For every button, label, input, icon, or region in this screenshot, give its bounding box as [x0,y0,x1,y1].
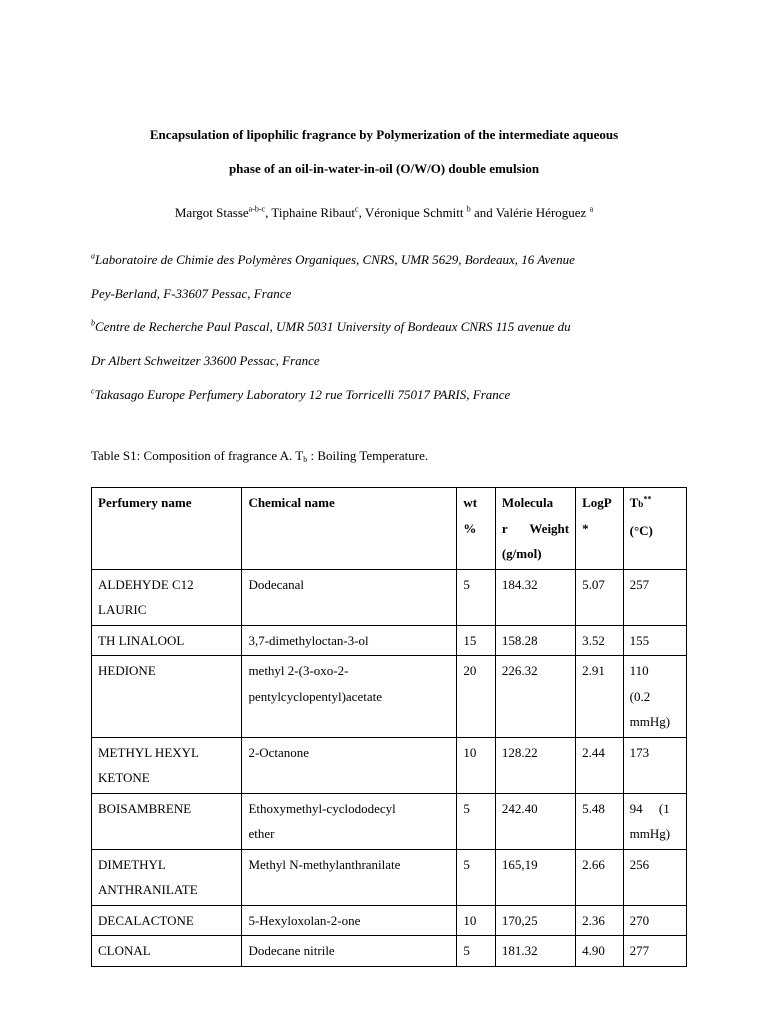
cell-line: Methyl N-methylanthranilate [248,856,401,872]
cell-perfumery-name [92,793,242,849]
cell-logp: 4.90 [576,936,624,967]
table-row [92,569,687,625]
header-subscript: b [638,499,644,509]
cell-line: BOISAMBRENE [98,800,192,816]
author-affiliation-mark: c [355,204,359,214]
table-row [92,656,687,738]
cell-boiling-temperature [623,656,686,738]
cell-line: LAURIC [98,602,147,617]
cell-perfumery-name [92,569,242,625]
cell-weight-percent: 20 [457,656,495,738]
caption-subscript: b [303,455,308,464]
cell-boiling-temperature [623,793,686,849]
table-row [92,849,687,905]
author-name: Valérie Héroguez [495,205,587,220]
author-list [60,205,708,221]
cell-line: 3,7-dimethyloctan-3-ol [248,632,369,648]
cell-logp: 5.48 [576,793,624,849]
cell-line: pentylcyclopentyl)acetate [248,688,382,704]
cell-perfumery-name [92,656,242,738]
author-affiliation-mark: a-b-c [248,204,266,214]
author-affiliation-mark: a [589,204,594,214]
cell-molecular-weight: 165,19 [495,849,575,905]
header-line: LogP [582,495,612,510]
cell-weight-percent: 5 [457,849,495,905]
cell-line: TH LINALOOL [98,632,185,648]
cell-line: HEDIONE [98,663,156,678]
header-line [502,516,569,542]
table-body [92,569,687,966]
affiliation-a-continued: Pey-Berland, F-33607 Pessac, France [91,286,292,301]
header-line: (°C) [629,522,653,538]
caption-text-end: : Boiling Temperature. [307,448,429,463]
cell-chemical-name [242,849,457,905]
affiliation-a [91,252,575,268]
table-row [92,936,687,967]
author-affiliation-mark: b [466,204,471,214]
cell-logp: 2.66 [576,849,624,905]
cell-logp: 3.52 [576,625,624,656]
affiliation-mark: a [91,251,95,261]
composition-table [91,487,687,967]
cell-chemical-name [242,737,457,793]
header-line: % [463,520,477,536]
header-logp [576,488,624,570]
cell-line: DIMETHYL [98,856,166,872]
table-caption [91,448,428,466]
cell-molecular-weight: 226.32 [495,656,575,738]
cell-line: ether [248,826,275,841]
cell-boiling-temperature [623,936,686,967]
header-weight-percent [457,488,495,570]
cell-chemical-name [242,936,457,967]
cell-boiling-temperature [623,849,686,905]
cell-line: Ethoxymethyl-cyclododecyl [248,800,396,816]
cell-line: 5-Hexyloxolan-2-one [248,912,361,928]
header-molecular-weight [495,488,575,570]
affiliation-b [91,319,571,335]
author-separator: and [470,205,496,220]
cell-line: DECALACTONE [98,912,194,928]
cell-chemical-name [242,569,457,625]
cell-weight-percent: 10 [457,737,495,793]
cell-line: 173 [629,744,650,760]
cell-molecular-weight: 181.32 [495,936,575,967]
header-line [630,490,680,518]
header-chemical-name: Chemical name [242,488,457,570]
cell-line: Dodecane nitrile [248,943,335,958]
cell-line: 110 [629,663,649,678]
affiliation-b-continued: Dr Albert Schweitzer 33600 Pessac, France [91,353,320,368]
cell-logp: 2.91 [576,656,624,738]
cell-boiling-temperature [623,737,686,793]
caption-text: Table S1: Composition of fragrance A. T [91,448,304,463]
affiliation-mark: b [91,318,95,328]
cell-boiling-temperature [623,569,686,625]
author-separator: , [358,205,365,220]
cell-molecular-weight: 242.40 [495,793,575,849]
cell-line: 155 [629,632,650,648]
cell-line: KETONE [98,770,150,785]
cell-logp: 5.07 [576,569,624,625]
cell-weight-percent: 5 [457,793,495,849]
cell-line: ANTHRANILATE [98,882,198,897]
table-header-row [92,488,687,570]
cell-perfumery-name [92,737,242,793]
cell-line: methyl 2-(3-oxo-2- [248,663,349,678]
affiliation-text: Laboratoire de Chimie des Polymères Organiques, CNRS, UMR 5629, Bordeaux, 16 Avenue [95,252,575,267]
cell-perfumery-name [92,905,242,936]
cell-line: 2-Octanone [248,744,310,760]
author-name: Véronique Schmitt [364,205,464,220]
header-line: wt [463,495,478,510]
table-row [92,793,687,849]
cell-logp: 2.44 [576,737,624,793]
cell-molecular-weight: 158.28 [495,625,575,656]
cell-line: mmHg) [629,826,671,841]
affiliation-text: Takasago Europe Perfumery Laboratory 12 rue Torricelli 75017 PARIS, France [94,387,511,402]
header-line: Molecula [501,495,554,510]
cell-chemical-name [242,625,457,656]
header-word: r [501,520,508,536]
title-line-1: Encapsulation of lipophilic fragrance by Polymerization of the intermediate aqueous [149,127,619,142]
header-line: (g/mol) [501,546,542,561]
cell-line: Dodecanal [248,576,305,592]
cell-boiling-temperature [623,625,686,656]
cell-line: mmHg) [629,714,671,729]
cell-logp: 2.36 [576,905,624,936]
title-line-2: phase of an oil-in-water-in-oil (O/W/O) double emulsion [228,161,540,176]
cell-weight-percent: 10 [457,905,495,936]
cell-line: CLONAL [98,943,151,958]
cell-line: 94 (1 [629,800,670,816]
table-row [92,737,687,793]
header-boiling-temperature [623,488,686,570]
table-row [92,625,687,656]
cell-line: (0.2 [629,688,651,704]
cell-line: 270 [629,912,650,928]
cell-line: ALDEHYDE C12 [98,576,194,592]
cell-boiling-temperature [623,905,686,936]
cell-molecular-weight: 170,25 [495,905,575,936]
author-name: Margot Stasse [174,205,249,220]
affiliation-c [91,387,510,403]
cell-weight-percent: 15 [457,625,495,656]
cell-line: 277 [629,943,650,958]
cell-perfumery-name [92,936,242,967]
cell-perfumery-name [92,625,242,656]
cell-line: 257 [629,576,650,592]
cell-weight-percent: 5 [457,936,495,967]
affiliation-text: Centre de Recherche Paul Pascal, UMR 5031 University of Bordeaux CNRS 115 avenue du [95,319,571,334]
author-name: Tiphaine Ribaut [271,205,356,220]
cell-chemical-name [242,656,457,738]
cell-line: METHYL HEXYL [98,744,199,760]
header-line: * [582,520,589,536]
cell-molecular-weight: 184.32 [495,569,575,625]
header-symbol: T [629,495,639,510]
author-separator: , [265,205,272,220]
affiliation-mark: c [91,386,95,396]
table-row [92,905,687,936]
cell-chemical-name [242,793,457,849]
header-superscript: ** [643,494,652,504]
header-word: Weight [529,520,570,536]
cell-chemical-name [242,905,457,936]
cell-perfumery-name [92,849,242,905]
cell-molecular-weight: 128.22 [495,737,575,793]
cell-weight-percent: 5 [457,569,495,625]
header-perfumery-name: Perfumery name [92,488,242,570]
cell-line: 256 [629,856,650,872]
